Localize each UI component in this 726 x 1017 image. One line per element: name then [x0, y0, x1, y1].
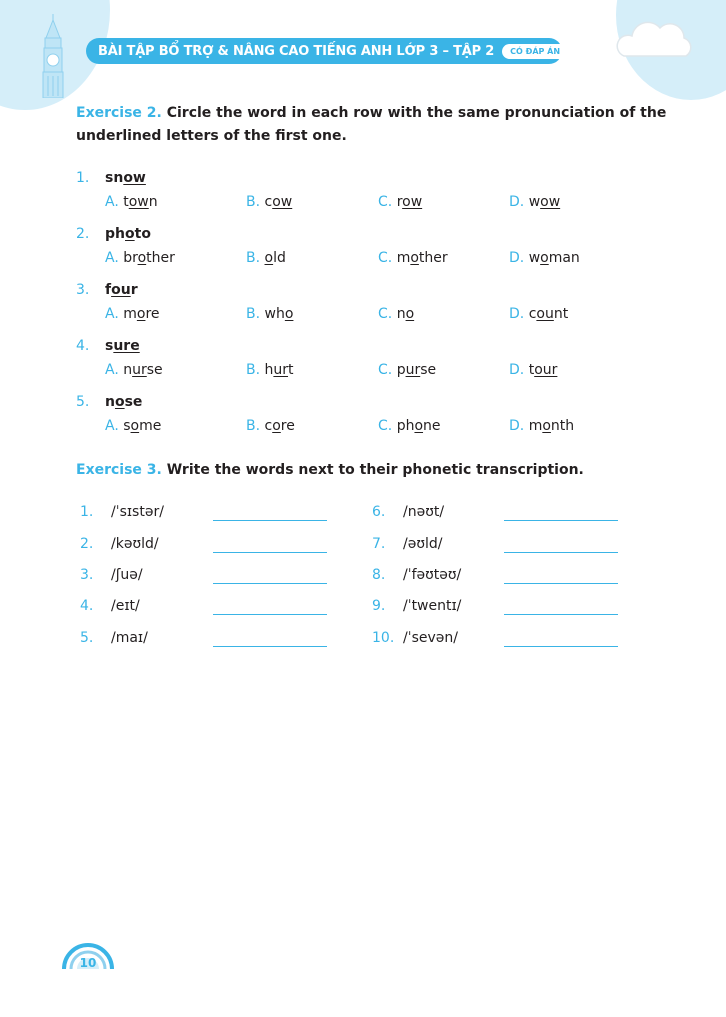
exercise3-label: Exercise 3.	[76, 462, 162, 478]
option-c[interactable]: C. mother	[378, 250, 448, 266]
question-row	[0, 338, 726, 360]
answer-blank[interactable]	[213, 583, 327, 584]
question-word: nose	[105, 394, 143, 410]
exercise2-instruction-line2: underlined letters of the first one.	[76, 128, 347, 144]
answer-blank[interactable]	[504, 552, 618, 553]
option-b[interactable]: B. cow	[246, 194, 293, 210]
question-row	[0, 170, 726, 192]
option-c[interactable]: C. row	[378, 194, 423, 210]
answer-blank[interactable]	[504, 520, 618, 521]
item-number: 9.	[372, 598, 386, 614]
option-c[interactable]: C. phone	[378, 418, 441, 434]
ipa-text: /ˈsevən/	[403, 630, 458, 646]
options-row	[0, 418, 726, 440]
option-b[interactable]: B. who	[246, 306, 294, 322]
answer-blank[interactable]	[504, 646, 618, 647]
option-b[interactable]: B. hurt	[246, 362, 294, 378]
option-a[interactable]: A. some	[105, 418, 162, 434]
item-number: 7.	[372, 536, 386, 552]
option-d[interactable]: D. month	[509, 418, 575, 434]
item-number: 10.	[372, 630, 395, 646]
exercise3-instruction	[76, 459, 676, 482]
item-number: 3.	[80, 567, 94, 583]
ipa-text: /kəʊld/	[111, 536, 159, 552]
transcription-row	[0, 630, 726, 652]
exercise2-instruction-line1: Circle the word in each row with the same pronunciation of the	[166, 105, 667, 121]
header-banner	[86, 38, 562, 64]
answer-blank[interactable]	[213, 520, 327, 521]
item-number: 1.	[80, 504, 94, 520]
item-number: 8.	[372, 567, 386, 583]
item-number: 5.	[80, 630, 94, 646]
option-d[interactable]: D. tour	[509, 362, 558, 378]
question-number: 5.	[76, 394, 90, 410]
ipa-text: /əʊld/	[403, 536, 443, 552]
question-word: sure	[105, 338, 140, 354]
answer-key-badge: CÓ ĐÁP ÁN	[502, 44, 568, 59]
exercise2-instruction	[76, 102, 676, 148]
item-number: 2.	[80, 536, 94, 552]
book-title: BÀI TẬP BỔ TRỢ & NÂNG CAO TIẾNG ANH LỚP 3 – TẬP 2	[98, 43, 495, 59]
option-d[interactable]: D. woman	[509, 250, 580, 266]
option-a[interactable]: A. brother	[105, 250, 175, 266]
question-number: 1.	[76, 170, 90, 186]
transcription-row	[0, 536, 726, 558]
question-number: 2.	[76, 226, 90, 242]
options-row	[0, 194, 726, 216]
question-row	[0, 282, 726, 304]
answer-blank[interactable]	[213, 646, 327, 647]
page-number: 10	[79, 956, 97, 970]
options-row	[0, 250, 726, 272]
ipa-text: /nəʊt/	[403, 504, 445, 520]
question-number: 3.	[76, 282, 90, 298]
options-row	[0, 362, 726, 384]
answer-blank[interactable]	[504, 583, 618, 584]
option-c[interactable]: C. no	[378, 306, 415, 322]
question-row	[0, 394, 726, 416]
transcription-row	[0, 598, 726, 620]
ipa-text: /eɪt/	[111, 598, 140, 614]
item-number: 4.	[80, 598, 94, 614]
option-a[interactable]: A. town	[105, 194, 158, 210]
big-ben-icon	[38, 14, 68, 98]
exercise2-label: Exercise 2.	[76, 105, 162, 121]
answer-blank[interactable]	[504, 614, 618, 615]
ipa-text: /ˈfəʊtəʊ/	[403, 567, 462, 583]
ipa-text: /ˈsɪstər/	[111, 504, 164, 520]
question-word: snow	[105, 170, 146, 186]
ipa-text: /ˈtwentɪ/	[403, 598, 462, 614]
question-row	[0, 226, 726, 248]
option-c[interactable]: C. purse	[378, 362, 437, 378]
ipa-text: /maɪ/	[111, 630, 148, 646]
question-word: photo	[105, 226, 151, 242]
option-d[interactable]: D. wow	[509, 194, 561, 210]
question-number: 4.	[76, 338, 90, 354]
option-b[interactable]: B. core	[246, 418, 295, 434]
option-b[interactable]: B. old	[246, 250, 286, 266]
option-a[interactable]: A. more	[105, 306, 160, 322]
ipa-text: /ʃuə/	[111, 567, 143, 583]
answer-blank[interactable]	[213, 614, 327, 615]
option-a[interactable]: A. nurse	[105, 362, 163, 378]
transcription-row	[0, 567, 726, 589]
option-d[interactable]: D. count	[509, 306, 569, 322]
exercise3-instruction-text: Write the words next to their phonetic transcription.	[166, 462, 584, 478]
transcription-row	[0, 504, 726, 526]
answer-blank[interactable]	[213, 552, 327, 553]
options-row	[0, 306, 726, 328]
cloud-icon	[612, 18, 696, 60]
question-word: four	[105, 282, 138, 298]
item-number: 6.	[372, 504, 386, 520]
